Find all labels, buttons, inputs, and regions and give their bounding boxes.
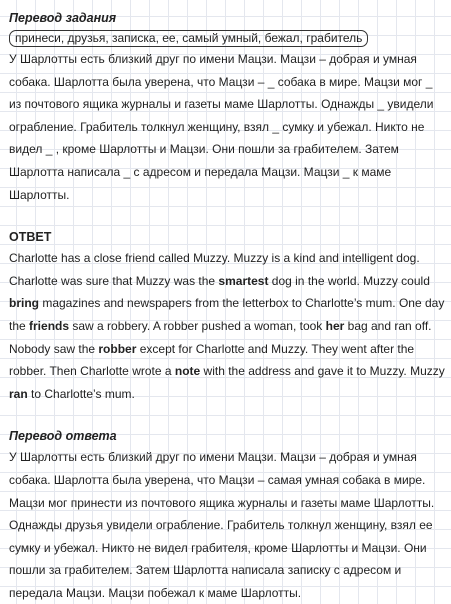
answer-word-bring: bring	[9, 296, 39, 311]
task-text: У Шарлотты есть близкий друг по имени Мацзи. Мацзи – добрая и умная собака. Шарлотта была уверена, что Мацзи – _ собака в мире. Мацзи мог _ из почтового ящика журналы и газеты маме Шарлотты. Однажды _ увидели ограбление. Грабитель толкнул женщину, взял _ сумку и убежал. Никто не видел _ , кроме Шарлотты и Мацзи. Они пошли за грабителем. Затем Шарлотта написала _ с адресом и передала Мацзи. Мацзи _ к маме Шарлотты.	[9, 52, 434, 202]
answer-heading: ОТВЕТ	[9, 230, 52, 245]
answer-word-smartest: smartest	[218, 273, 269, 288]
answer-segment: except for Charlotte and Muzzy. They went after the robber. Then Charlotte wrote a	[9, 341, 415, 379]
task-heading: Перевод задания	[9, 11, 117, 25]
translation-heading: Перевод ответа	[9, 429, 117, 444]
answer-word-robber: robber	[98, 341, 137, 356]
answer-word-note: note	[174, 364, 201, 379]
answer-text	[9, 247, 445, 405]
answer-segment: to Charlotte’s mum.	[27, 386, 135, 401]
spacer	[9, 405, 445, 426]
answer-word-ran: ran	[9, 386, 28, 401]
spacer	[9, 206, 445, 227]
word-list-box: принеси, друзья, записка, ее, самый умный, бежал, грабитель	[9, 30, 368, 47]
answer-segment: bag and ran off. Nobody saw the	[9, 318, 432, 356]
answer-segment: with the address and gave it to Muzzy. Muzzy	[200, 364, 445, 379]
answer-segment: dog in the world. Muzzy could	[268, 273, 430, 288]
answer-segment: saw a robbery. A robber pushed a woman, took	[69, 318, 326, 333]
answer-word-friends: friends	[29, 318, 70, 333]
answer-segment: Charlotte has a close friend called Muzzy. Muzzy is a kind and intelligent dog. Charlotte was sure that Muzzy was the	[9, 251, 420, 288]
document	[9, 8, 445, 604]
word-list-row	[9, 28, 445, 48]
answer-segment: magazines and newspapers from the letterbox to Charlotte’s mum. One day the	[9, 296, 445, 333]
answer-word-her: her	[325, 318, 345, 333]
translation-text: У Шарлотты есть близкий друг по имени Мацзи. Мацзи – добрая и умная собака. Шарлотта была уверена, что Мацзи – самая умная собака в мире. Мацзи мог принести из почтового ящика журналы и газеты маме Шарлотты. Однажды друзья увидели ограбление. Грабитель толкнул женщину, взял ее сумку и убежал. Никто не видел грабителя, кроме Шарлотты и Мацзи. Они пошли за грабителем. Затем Шарлотта написала записку с адресом и передала Мацзи. Мацзи побежал к маме Шарлотты.	[9, 450, 435, 600]
